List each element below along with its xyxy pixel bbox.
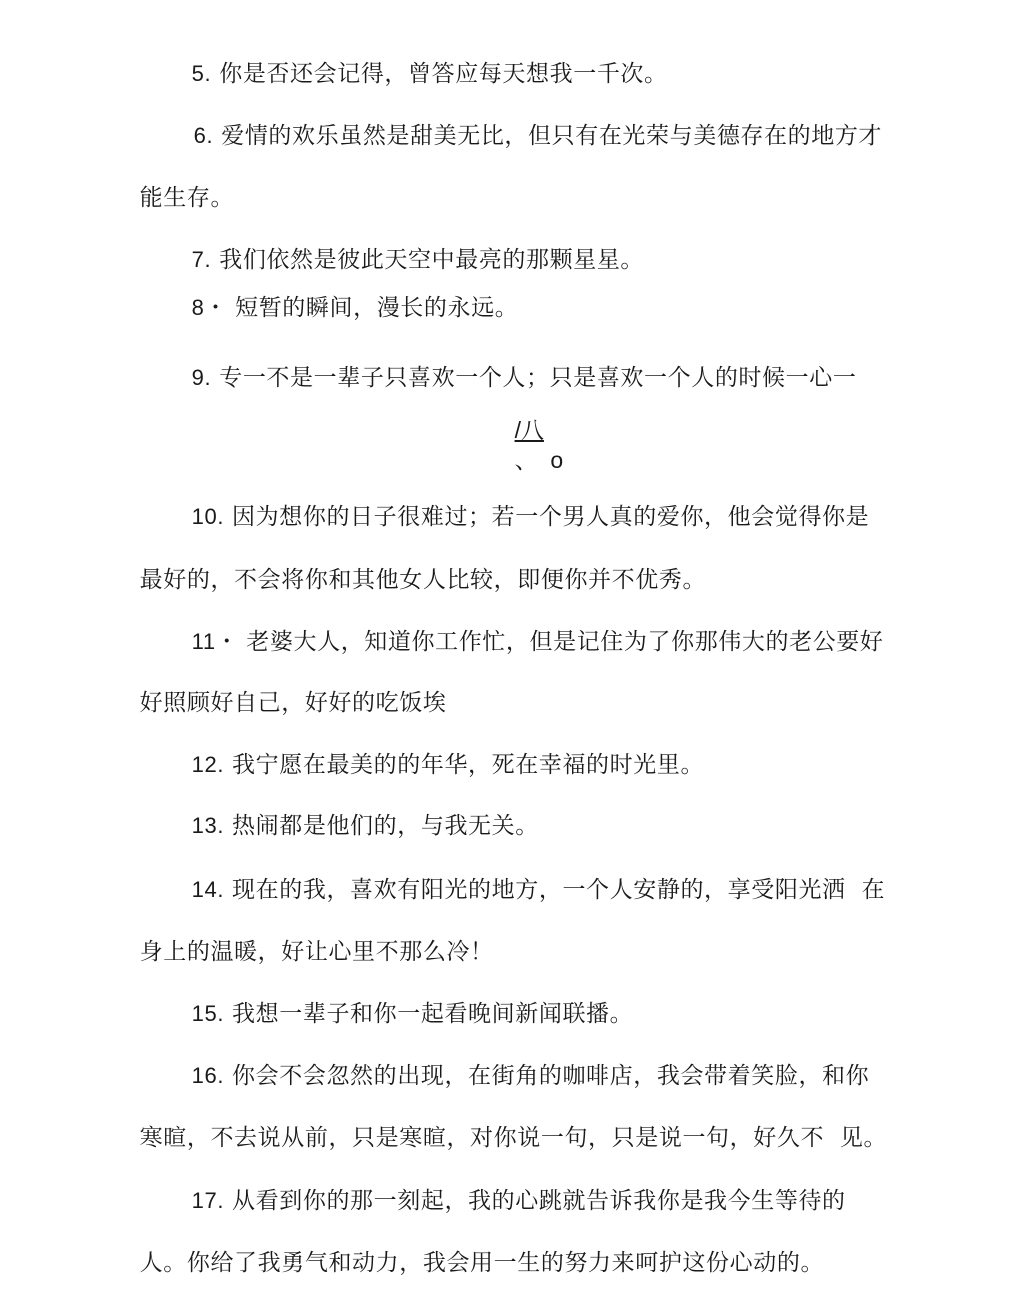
item-number: 7. — [191, 247, 212, 272]
item-number: 14. — [191, 877, 225, 902]
list-item-17-continuation — [108, 1215, 824, 1311]
item-number: 15. — [191, 1001, 225, 1026]
item-number: 11・ — [191, 629, 239, 654]
fragment-text: 、 o — [514, 447, 564, 473]
item-text: 身上的温暖，好让心里不那么冷！ — [139, 939, 494, 965]
item-number: 16. — [191, 1063, 225, 1088]
item-text: 爱情的欢乐虽然是甜美无比，但只有在光荣与美德存在的地方才 — [221, 123, 883, 149]
item-text: 热闹都是他们的，与我无关。 — [232, 813, 539, 839]
list-item-6 — [162, 88, 882, 184]
item-text: 因为想你的日子很难过；若一个男人真的爱你，他会觉得你是 — [232, 504, 870, 530]
item-text: 人。你给了我勇气和动力，我会用一生的努力来呵护这份心动的。 — [139, 1250, 825, 1276]
item-text: 从看到你的那一刻起，我的心跳就告诉我你是我今生等待的 — [232, 1188, 846, 1214]
item-text: 我宁愿在最美的的年华，死在幸福的时光里。 — [232, 752, 705, 778]
item-number: 6. — [193, 123, 214, 148]
item-text: 你会不会忽然的出现，在街角的咖啡店，我会带着笑脸，和你 — [232, 1063, 870, 1089]
item-number: 17. — [191, 1188, 225, 1213]
item-text: 你是否还会记得，曾答应每天想我一千次。 — [219, 61, 668, 87]
fragment-text: /八 — [514, 417, 544, 443]
item-number: 12. — [191, 752, 225, 777]
item-text: 老婆大人，知道你工作忙，但是记住为了你那伟大的老公要好 — [246, 629, 884, 655]
item-number: 9. — [191, 365, 212, 390]
item-text: 最好的，不会将你和其他女人比较，即便你并不优秀。 — [139, 567, 707, 593]
item-number: 8・ — [191, 295, 228, 320]
item-number: 5. — [191, 61, 212, 86]
item-text: 我想一辈子和你一起看晚间新闻联播。 — [232, 1001, 634, 1027]
item-text: 短暂的瞬间，漫长的永远。 — [235, 295, 519, 321]
item-text: 现在的我，喜欢有阳光的地方，一个人安静的，享受阳光洒 在 — [232, 877, 886, 903]
item-number: 10. — [191, 504, 225, 529]
item-text: 能生存。 — [139, 185, 235, 211]
item-text: 寒暄，不去说从前，只是寒暄，对你说一句，只是说一句，好久不 见。 — [139, 1125, 888, 1151]
item-text: 好照顾好自己，好好的吃饭埃 — [139, 690, 447, 716]
item-text: 我们依然是彼此天空中最亮的那颗星星。 — [219, 247, 645, 273]
item-text: 专一不是一辈子只喜欢一个人；只是喜欢一个人的时候一心一 — [219, 365, 857, 391]
item-number: 13. — [191, 813, 225, 838]
